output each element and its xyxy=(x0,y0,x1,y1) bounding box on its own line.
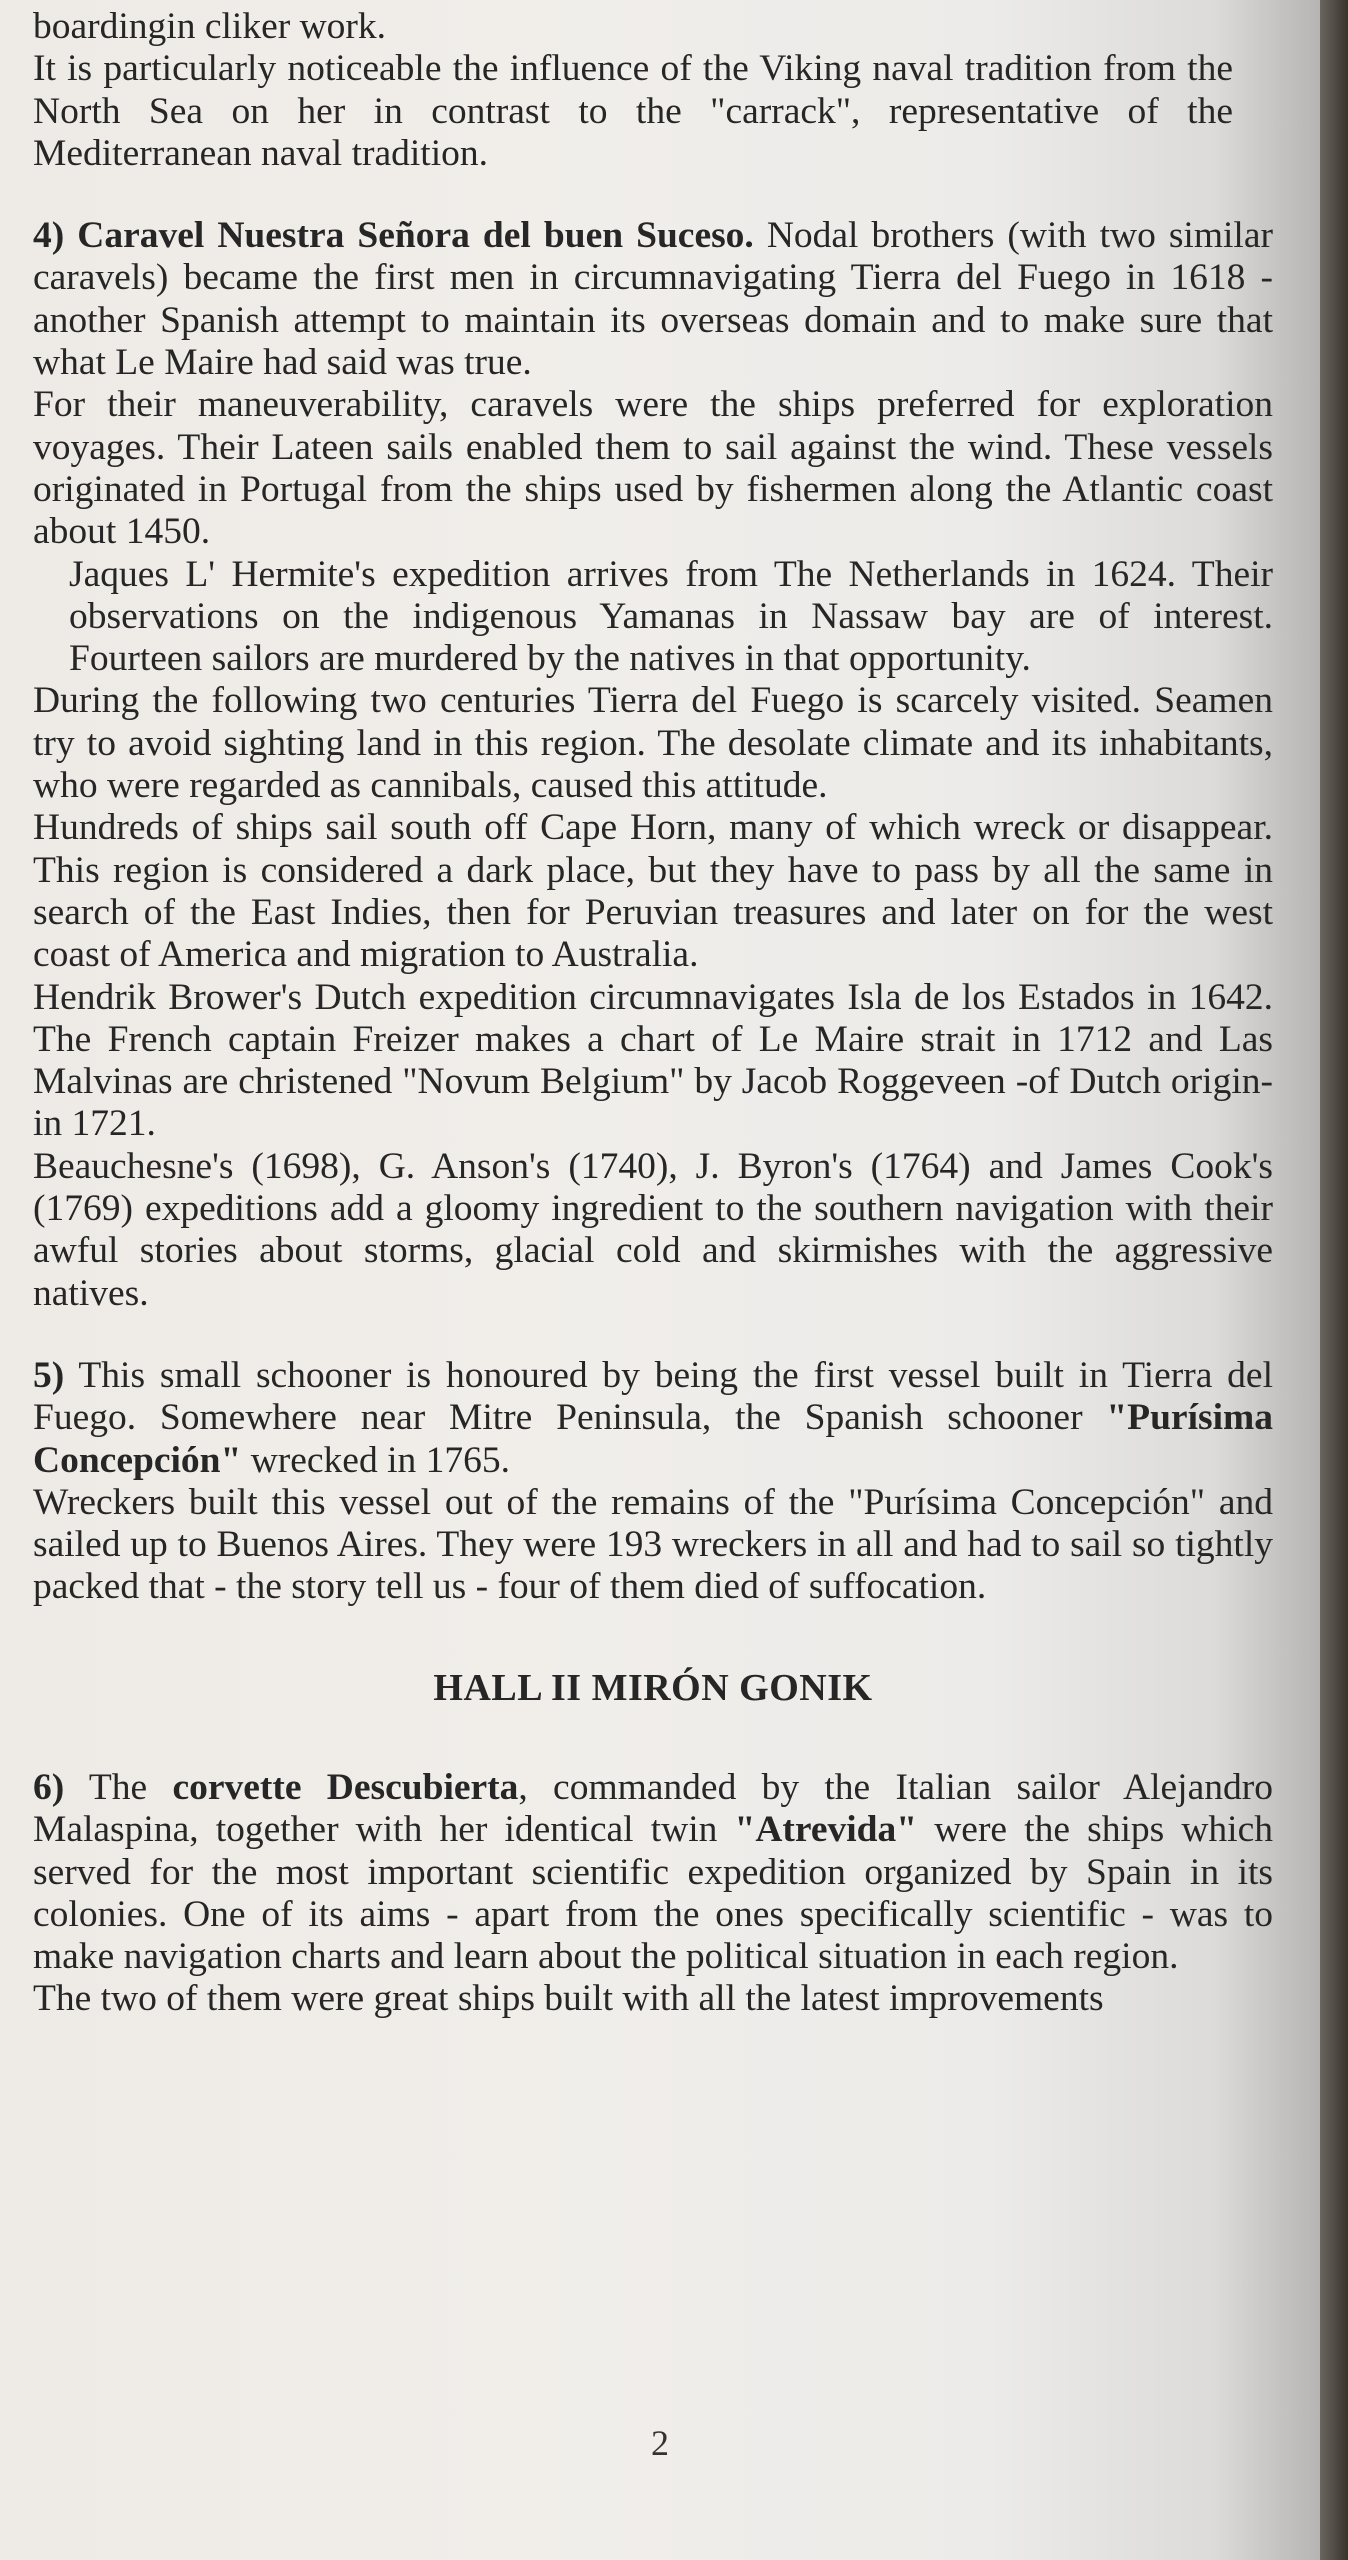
section-6-paragraph xyxy=(33,1767,1273,1978)
hall-title: HALL II MIRÓN GONIK xyxy=(433,1666,873,1709)
page-content xyxy=(33,6,1273,2021)
page-edge-shadow xyxy=(1320,0,1348,2560)
section-4-para-5: Hundreds of ships sail south off Cape Horn, many of which wreck or disappear. This region is considered a dark place, but they have to pass by all the same in search of the East Indies, then for Peruvian treasures and later on for the west coast of America and migration to Australia. xyxy=(33,807,1273,976)
section-5-text-b: wrecked in 1765. xyxy=(241,1439,510,1481)
intro-paragraph: It is particularly noticeable the influence of the Viking naval tradition from the North Sea on her in contrast to the "carrack", representative of the Mediterranean naval tradition. xyxy=(33,48,1233,174)
section-4-paragraph xyxy=(33,215,1273,384)
section-6-para-2: The two of them were great ships built with all the latest improvements xyxy=(33,1978,1104,2020)
section-5-ship-name: "Purísima Concepción" xyxy=(33,1397,1273,1481)
section-4-title: Caravel Nuestra Señora del buen Suceso. xyxy=(77,215,754,257)
section-4-number: 4) xyxy=(33,215,78,257)
section-4-para-2: For their maneuverability, caravels were the ships preferred for exploration voyages. Their Lateen sails enabled them to sail against the wind. These vessels originated in Portugal from the ships used by fishermen along the Atlantic coast about 1450. xyxy=(33,384,1273,553)
section-4-text: Nodal brothers (with two similar caravels) became the first men in circumnavigating Tierra del Fuego in 1618 -another Spanish attempt to maintain its overseas domain and to make sure that what Le Maire had said was true. xyxy=(33,215,1273,384)
section-5-number: 5) xyxy=(33,1354,65,1396)
section-6-text-c: were the ships which served for the most important scientific expedition organized by Spain in its colonies. One of its aims - apart from the ones specifically scientific - was to make navigation charts and learn about the political situation in each region. xyxy=(33,1809,1273,1978)
section-5-paragraph xyxy=(33,1355,1273,1482)
section-4-para-6: Hendrik Brower's Dutch expedition circumnavigates Isla de los Estados in 1642. The French captain Freizer makes a chart of Le Maire strait in 1712 and Las Malvinas are christened "Novum Belgium" by Jacob Roggeveen -of Dutch origin- in 1721. xyxy=(33,976,1273,1145)
section-5-para-2: Wreckers built this vessel out of the remains of the "Purísima Concepción" and sailed up to Buenos Aires. They were 193 wreckers in all and had to sail so tightly packed that - the story tell us - four of them died of suffocation. xyxy=(33,1481,1273,1608)
section-6-ship-a: corvette Descubierta xyxy=(172,1766,519,1808)
section-4-para-4: During the following two centuries Tierra del Fuego is scarcely visited. Seamen try to avoid sighting land in this region. The desolate climate and its inhabitants, who were regarded as cannibals, caused this attitude. xyxy=(33,680,1273,807)
section-6-text-b: , commanded by the Italian sailor Alejandro Malaspina, together with her identical twin xyxy=(33,1766,1273,1851)
section-6-ship-b: "Atrevida" xyxy=(734,1809,918,1851)
section-5-text-a: This small schooner is honoured by being the first vessel built in Tierra del Fuego. Somewhere near Mitre Peninsula, the Spanish schooner xyxy=(33,1354,1273,1439)
section-4-para-7: Beauchesne's (1698), G. Anson's (1740), J. Byron's (1764) and James Cook's (1769) expeditions add a gloomy ingredient to the southern navigation with their awful stories about storms, glacial cold and skirmishes with the aggressive natives. xyxy=(33,1145,1273,1314)
section-6-number: 6) xyxy=(33,1766,65,1808)
section-4-para-3: Jaques L' Hermite's expedition arrives from The Netherlands in 1624. Their observations on the indigenous Yamanas in Nassaw bay are of interest. Fourteen sailors are murdered by the natives in that opportunity. xyxy=(69,553,1273,680)
intro-first-line: boardingin cliker work. xyxy=(33,6,387,47)
page-number: 2 xyxy=(651,2423,669,2463)
section-6-text-a: The xyxy=(64,1766,173,1808)
